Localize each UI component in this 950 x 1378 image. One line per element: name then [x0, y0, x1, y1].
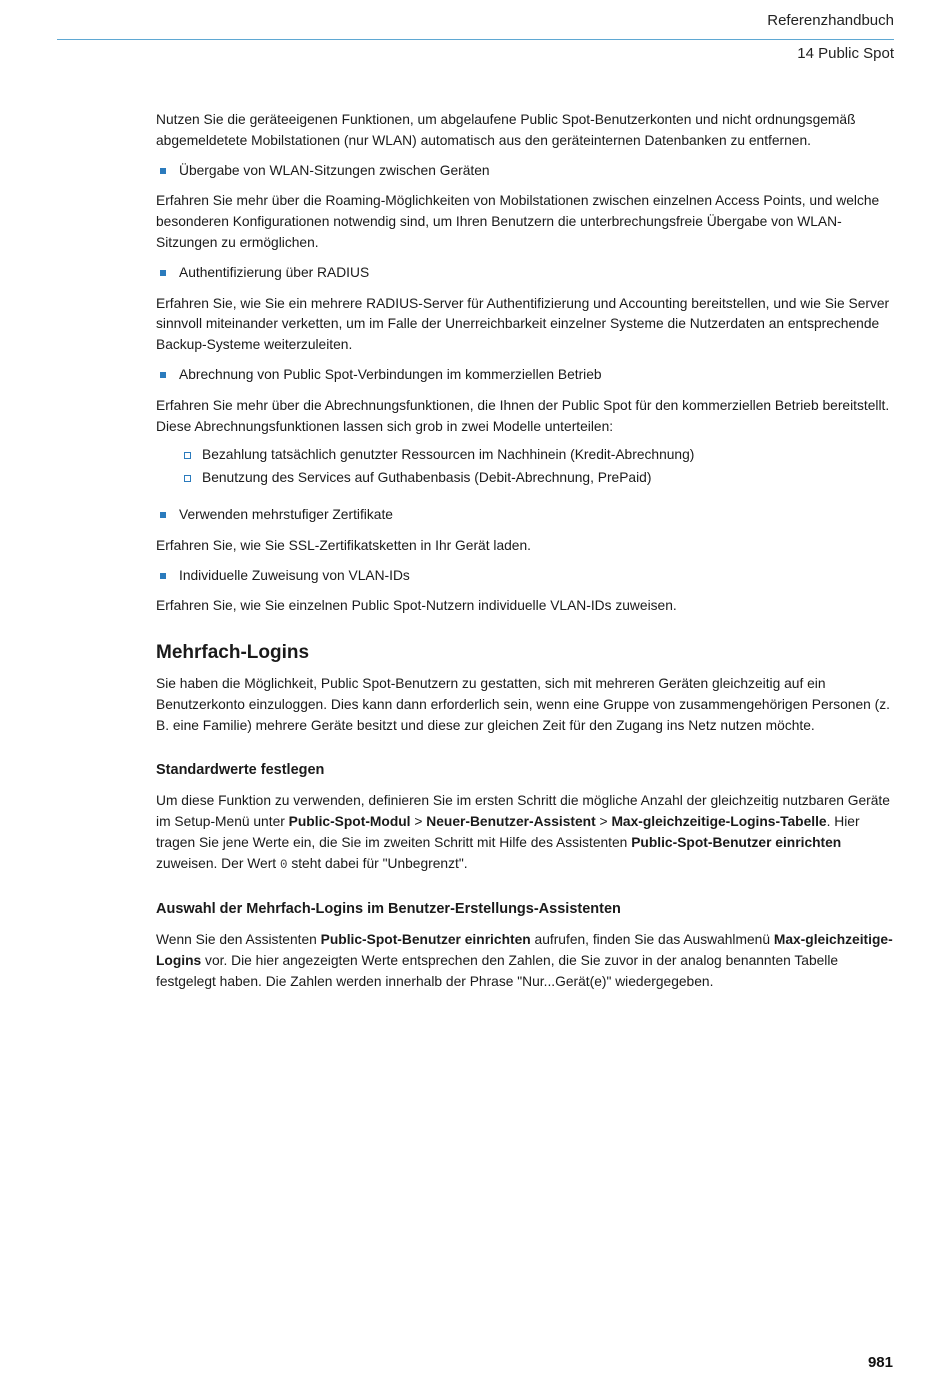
path-separator: >	[595, 813, 612, 829]
bullet-square-icon	[160, 372, 166, 378]
running-header-title: Referenzhandbuch	[767, 12, 894, 29]
assistant-name: Public-Spot-Benutzer einrichten	[320, 932, 531, 948]
bullet-square-icon	[160, 168, 166, 174]
text-run: . Hier tragen Sie jene Werte ein, die Sie im zweiten Schritt mit Hilfe des Assistenten	[156, 813, 860, 850]
section-heading: Mehrfach-Logins	[156, 642, 310, 664]
subsection-paragraph	[156, 791, 894, 875]
bullet-square-icon	[160, 512, 166, 518]
sub-bullet-item	[202, 468, 894, 489]
intro-paragraph: Nutzen Sie die geräteeigenen Funktionen, um abgelaufene Public Spot-Benutzerkonten und nicht ordnungsgemäß abgemeldetete Mobilstationen (nur WLAN) automatisch aus den geräteinternen Datenbanken zu entfernen.	[156, 112, 856, 148]
bullet-title: Verwenden mehrstufiger Zertifikate	[179, 506, 393, 522]
text-run: vor. Die hier angezeigten Werte entsprechen den Zahlen, die Sie zuvor in der analog benannten Tabelle festgelegt haben. Die Zahlen werden innerhalb der Phrase "Nur...Gerät(e)" wiedergegeben.	[156, 952, 839, 989]
text-run: steht dabei für "Unbegrenzt".	[287, 855, 468, 871]
bullet-square-icon	[160, 270, 166, 276]
text-run: Wenn Sie den Assistenten	[156, 932, 321, 948]
subsection-heading: Standardwerte festlegen	[156, 762, 325, 779]
menu-path-segment: Max-gleichzeitige-Logins-Tabelle	[611, 813, 827, 829]
running-header-chapter: 14 Public Spot	[797, 45, 894, 62]
page-number: 981	[867, 1354, 893, 1371]
text-run: aufrufen, finden Sie das Auswahlmenü	[530, 932, 774, 948]
bullet-title: Abrechnung von Public Spot-Verbindungen im kommerziellen Betrieb	[179, 366, 602, 382]
menu-name: Max-gleichzeitige-Logins	[156, 932, 893, 968]
subsection-heading: Auswahl der Mehrfach-Logins im Benutzer-Erstellungs-Assistenten	[156, 901, 621, 918]
menu-path-segment: Public-Spot-Modul	[288, 813, 411, 829]
bullet-item	[156, 365, 894, 386]
header-rule	[57, 39, 894, 40]
hollow-square-icon	[184, 475, 191, 482]
bullet-description: Erfahren Sie, wie Sie einzelnen Public Spot-Nutzern individuelle VLAN-IDs zuweisen.	[156, 598, 677, 614]
bullet-title: Authentifizierung über RADIUS	[179, 264, 370, 280]
bullet-item	[156, 263, 894, 284]
bullet-description: Erfahren Sie, wie Sie SSL-Zertifikatsketten in Ihr Gerät laden.	[156, 537, 531, 553]
section-paragraph: Sie haben die Möglichkeit, Public Spot-Benutzern zu gestatten, sich mit mehreren Geräten gleichzeitig auf ein Benutzerkonto einzuloggen. Dies kann dann erforderlich sein, wenn eine Gruppe von zusammengehörigen Personen (z. B. eine Familie) mehrere Geräte besitzt und diese zur gleichen Zeit für den Zugang ins Netz nutzen möchte.	[156, 675, 890, 733]
bullet-item	[156, 505, 894, 526]
code-value: 0	[279, 857, 288, 872]
subsection-paragraph	[156, 930, 894, 992]
sub-bullet-text: Bezahlung tatsächlich genutzter Ressourcen im Nachhinein (Kredit-Abrechnung)	[202, 447, 695, 463]
assistant-name: Public-Spot-Benutzer einrichten	[631, 834, 842, 850]
bullet-title: Individuelle Zuweisung von VLAN-IDs	[179, 567, 410, 583]
bullet-description: Erfahren Sie, wie Sie ein mehrere RADIUS-Server für Authentifizierung und Accounting bereitstellen, und wie Sie Server sinnvoll miteinander verketten, um im Falle der Unerreichbarkeit einzelner Systeme die Nutzerdaten an entsprechende Backup-Systeme weiterzuleiten.	[156, 295, 890, 353]
page-content	[156, 110, 894, 993]
menu-path-segment: Neuer-Benutzer-Assistent	[426, 813, 596, 829]
bullet-title: Übergabe von WLAN-Sitzungen zwischen Geräten	[179, 162, 490, 178]
bullet-item	[156, 161, 894, 182]
bullet-square-icon	[160, 573, 166, 579]
bullet-item	[156, 566, 894, 587]
bullet-description: Erfahren Sie mehr über die Roaming-Möglichkeiten von Mobilstationen zwischen einzelnen Access Points, und welche besonderen Konfigurationen notwendig sind, um Ihren Benutzern die unterbrechungsfreie Übergabe von WLAN-Sitzungen zu ermöglichen.	[156, 193, 880, 250]
bullet-description: Erfahren Sie mehr über die Abrechnungsfunktionen, die Ihnen der Public Spot für den kommerziellen Betrieb bereitstellt. Diese Abrechnungsfunktionen lassen sich grob in zwei Modelle unterteilen:	[156, 397, 890, 434]
text-run: Um diese Funktion zu verwenden, definieren Sie im ersten Schritt die mögliche Anzahl der gleichzeitig nutzbaren Geräte im Setup-Menü unter	[156, 793, 890, 829]
text-run: zuweisen. Der Wert	[156, 855, 280, 871]
sub-bullet-text: Benutzung des Services auf Guthabenbasis (Debit-Abrechnung, PrePaid)	[202, 470, 652, 486]
path-separator: >	[410, 813, 427, 829]
hollow-square-icon	[184, 452, 191, 459]
sub-bullet-list	[202, 445, 894, 489]
sub-bullet-item	[202, 445, 894, 466]
